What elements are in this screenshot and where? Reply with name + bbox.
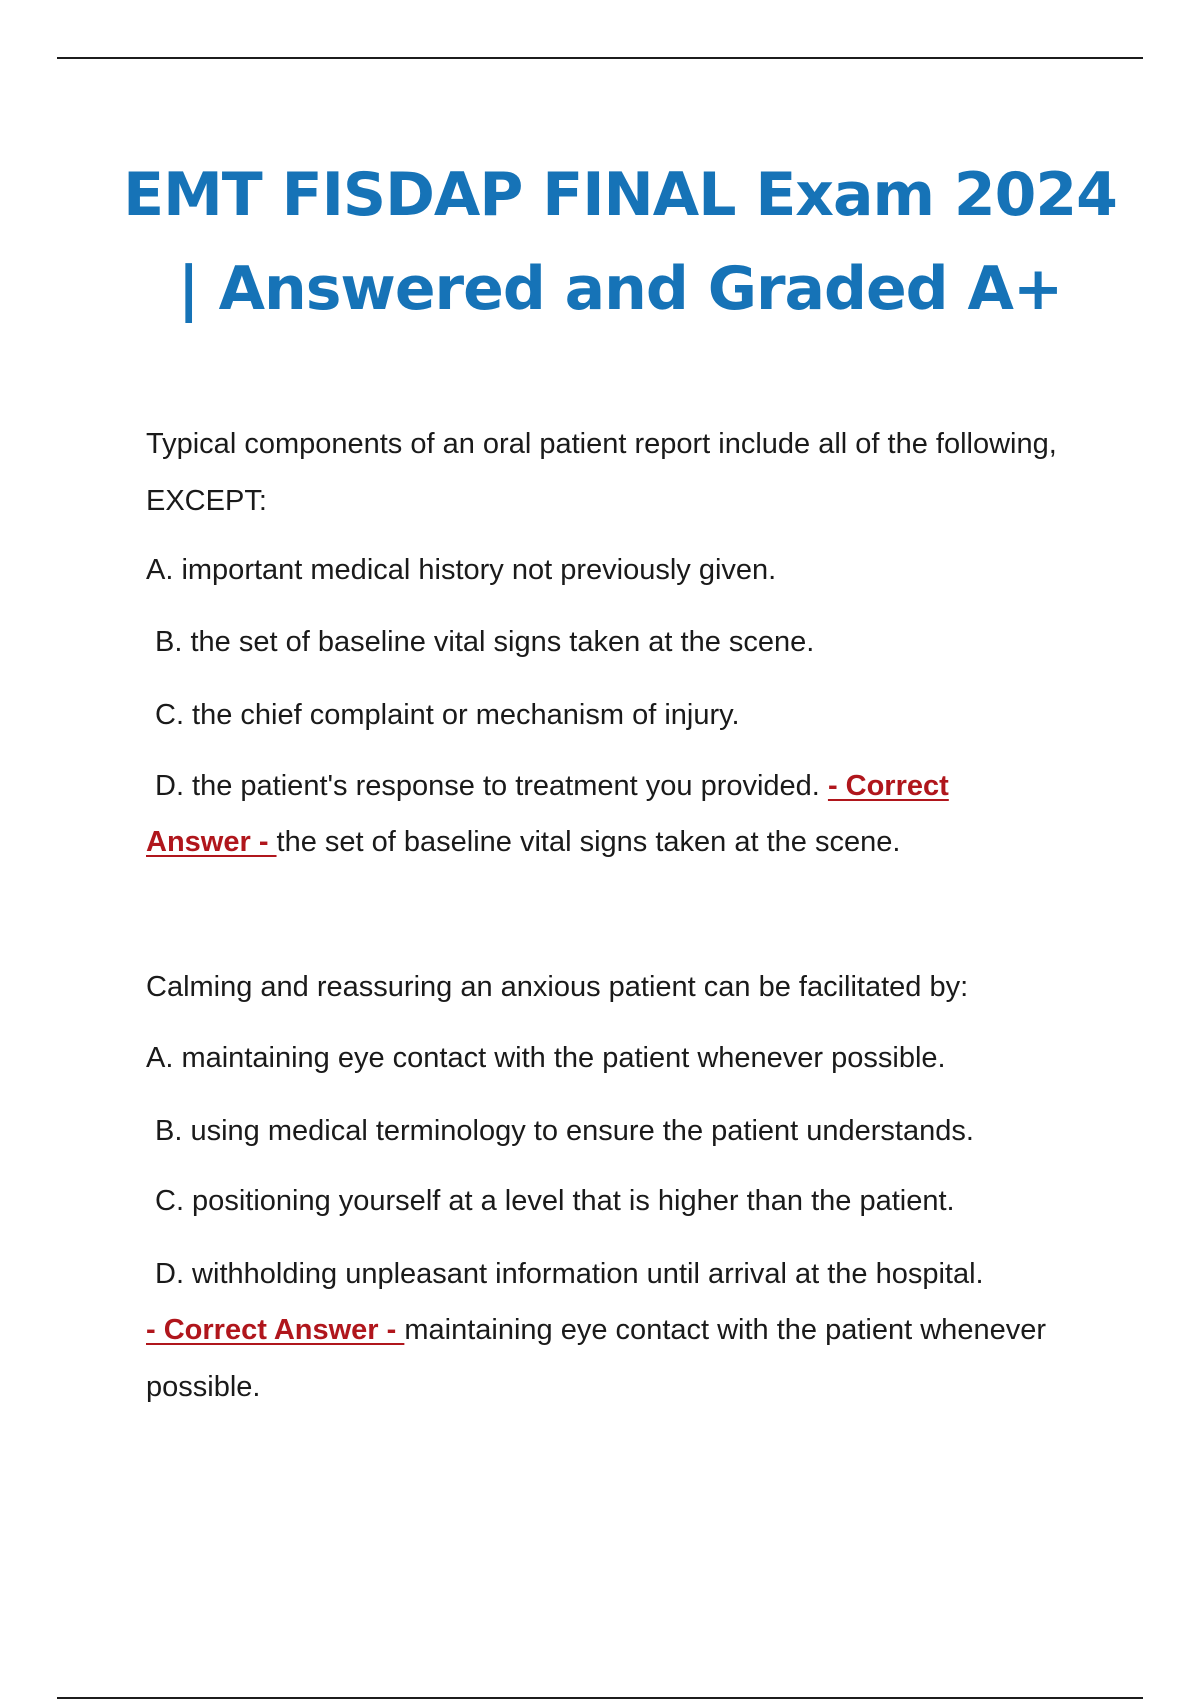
question-2-option-c: C. positioning yourself at a level that is higher than the patient. <box>155 1185 955 1217</box>
question-2-option-b: B. using medical terminology to ensure the patient understands. <box>155 1115 974 1147</box>
bottom-divider <box>57 1697 1143 1699</box>
question-2-correct-answer-label: - Correct Answer - <box>146 1314 405 1346</box>
top-divider <box>57 57 1143 59</box>
question-1-option-d: D. the patient's response to treatment you provided. <box>155 770 820 802</box>
question-2-answer-line <box>146 1302 1086 1416</box>
question-1-option-a: A. important medical history not previously given. <box>146 554 777 586</box>
question-2-option-a: A. maintaining eye contact with the patient whenever possible. <box>146 1042 946 1074</box>
question-1-option-d-with-answer <box>155 758 1095 815</box>
question-2-answer: maintaining eye contact with the patient whenever possible. <box>146 1314 1046 1403</box>
question-1-answer: the set of baseline vital signs taken at the scene. <box>276 826 901 858</box>
question-1-stem: Typical components of an oral patient report include all of the following, EXCEPT: <box>146 428 1057 517</box>
question-1-correct-answer-label-start: - Correct <box>827 770 949 802</box>
question-1-option-c: C. the chief complaint or mechanism of injury. <box>155 699 740 731</box>
question-1-correct-answer-label-end: Answer - <box>146 826 277 858</box>
title-line-1: EMT FISDAP FINAL Exam 2024 <box>123 160 1117 230</box>
document-title <box>100 148 1140 336</box>
question-2-stem: Calming and reassuring an anxious patient can be facilitated by: <box>146 971 969 1003</box>
question-1-answer-line <box>146 814 1086 871</box>
question-1-option-b: B. the set of baseline vital signs taken at the scene. <box>155 626 815 658</box>
question-2-option-d: D. withholding unpleasant information until arrival at the hospital. <box>155 1258 984 1290</box>
title-line-2: | Answered and Graded A+ <box>177 254 1063 324</box>
